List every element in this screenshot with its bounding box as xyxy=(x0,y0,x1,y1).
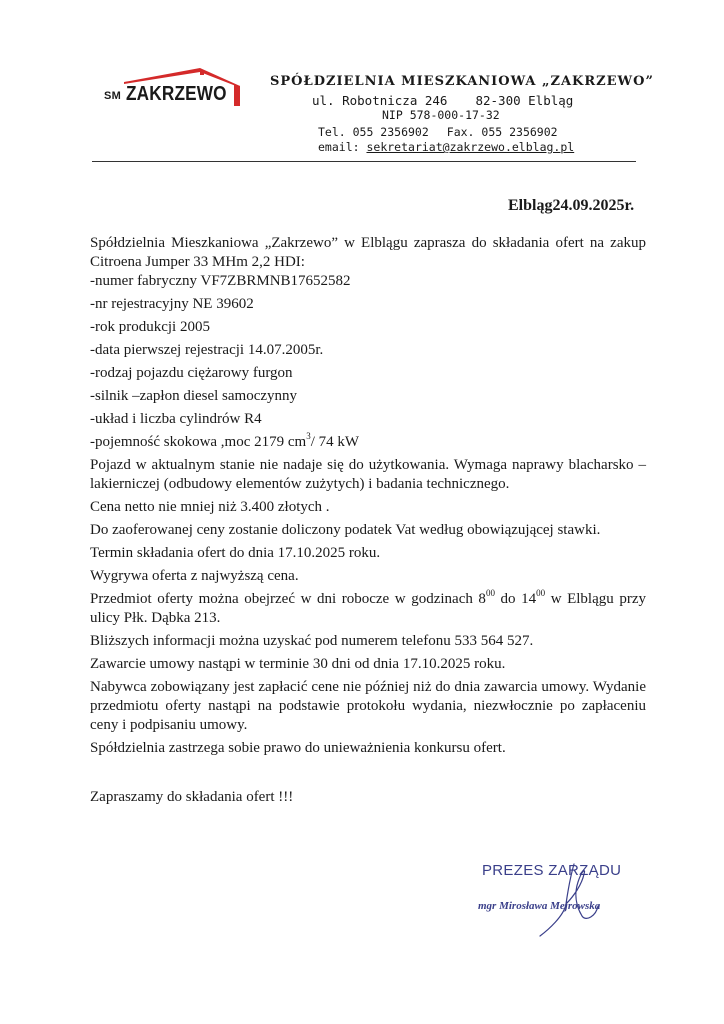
capacity-power: / 74 kW xyxy=(310,434,360,450)
logo-name: ZAKRZEWO xyxy=(126,83,227,105)
signature-name: mgr Mirosława Mejrowska xyxy=(478,900,601,912)
spec-line xyxy=(90,433,646,452)
letter-body xyxy=(90,234,646,807)
nip: NIP 578-000-17-32 xyxy=(382,108,500,122)
address-line xyxy=(312,93,630,108)
letterhead-address xyxy=(270,74,654,155)
condition-paragraph: Pojazd w aktualnym stanie nie nadaje się do użytkowania. Wymaga naprawy blacharsko –lakierniczej (odbudowy elementów zużytych) i badania technicznego. xyxy=(90,457,646,492)
signature-block xyxy=(478,860,678,940)
postal-city: 82-300 Elbląg xyxy=(475,93,574,108)
tel: Tel. 055 2356902 xyxy=(318,125,429,139)
spec-line: -nr rejestracyjny NE 39602 xyxy=(90,296,254,312)
reservation-paragraph: Spółdzielnia zastrzega sobie prawo do unieważnienia konkursu ofert. xyxy=(90,740,506,756)
viewing-text-end: w Elblągu przy ulicy Płk. Dąbka 213. xyxy=(90,591,646,626)
email-link[interactable]: sekretariat@zakrzewo.elblag.pl xyxy=(366,140,575,154)
company-logo xyxy=(104,56,244,112)
spec-line: -numer fabryczny VF7ZBRMNB17652582 xyxy=(90,273,351,289)
viewing-text: Przedmiot oferty można obejrzeć w dni robocze w godzinach 8 xyxy=(90,591,486,607)
letter-date: Elbląg24.09.2025r. xyxy=(508,197,635,214)
info-paragraph: Bliższych informacji można uzyskać pod numerem telefonu 533 564 527. xyxy=(90,633,534,649)
intro-paragraph: Spółdzielnia Mieszkaniowa „Zakrzewo” w Elblągu zaprasza do składania ofert na zakup Citroena Jumper 33 MHm 2,2 HDI: xyxy=(90,235,646,270)
org-name: SPÓŁDZIELNIA MIESZKANIOWA „ZAKRZEWO” xyxy=(270,74,654,89)
viewing-sup-end: 00 xyxy=(536,588,546,598)
closing-line: Zapraszamy do składania ofert !!! xyxy=(90,789,294,805)
street: ul. Robotnicza 246 xyxy=(312,93,448,108)
winner-paragraph: Wygrywa oferta z najwyższą cena. xyxy=(90,568,299,584)
contract-paragraph: Zawarcie umowy nastąpi w terminie 30 dni od dnia 17.10.2025 roku. xyxy=(90,656,506,672)
spec-line: -rodzaj pojazdu ciężarowy furgon xyxy=(90,365,293,381)
email-line xyxy=(318,140,630,155)
signature-title: PREZES ZARZĄDU xyxy=(482,862,622,879)
payment-paragraph: Nabywca zobowiązany jest zapłacić cene nie później niż do dnia zawarcia umowy. Wydanie przedmiotu oferty nastąpi na podstawie protokołu wydania, niezwłocznie po zapłaceniu ceny i podpisaniu umowy. xyxy=(90,679,646,733)
fax: Fax. 055 2356902 xyxy=(446,125,558,139)
deadline-paragraph: Termin składania ofert do dnia 17.10.2025 roku. xyxy=(90,545,381,561)
logo-prefix: SM xyxy=(104,90,122,102)
spec-line: -układ i liczba cylindrów R4 xyxy=(90,411,262,427)
viewing-sup-start: 00 xyxy=(485,588,495,598)
viewing-text-mid: do 14 xyxy=(494,591,537,607)
viewing-paragraph xyxy=(90,590,646,628)
handwritten-signature-icon xyxy=(478,860,678,940)
phone-line xyxy=(318,125,630,140)
capacity-sup: 3 xyxy=(306,431,311,441)
price-paragraph: Cena netto nie mniej niż 3.400 złotych . xyxy=(90,499,330,515)
spec-line: -data pierwszej rejestracji 14.07.2005r. xyxy=(90,342,324,358)
header-divider xyxy=(92,161,636,162)
spec-line: -silnik –zapłon diesel samoczynny xyxy=(90,388,298,404)
email-label: email: xyxy=(318,140,360,154)
capacity-text: -pojemność skokowa ,moc 2179 cm xyxy=(90,434,307,450)
spec-line: -rok produkcji 2005 xyxy=(90,319,210,335)
vat-paragraph: Do zaoferowanej ceny zostanie doliczony podatek Vat według obowiązującej stawki. xyxy=(90,522,601,538)
